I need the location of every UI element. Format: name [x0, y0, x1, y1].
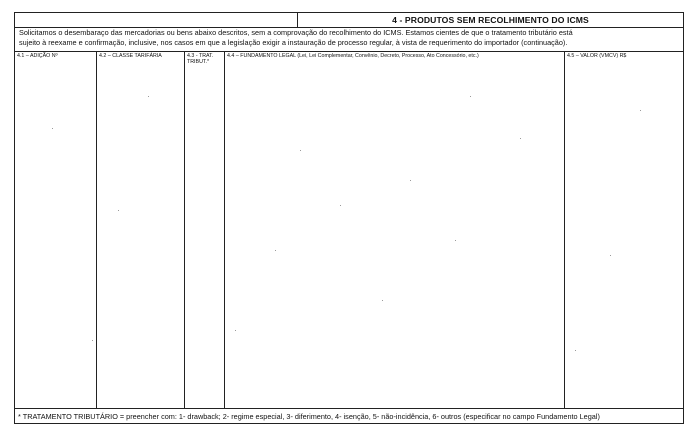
column-header-fundamento-legal: 4.4 – FUNDAMENTO LEGAL (Lei, Lei Complementar, Convênio, Decreto, Processo, Ato Concessório, etc.) — [227, 53, 479, 59]
section-title: 4 - PRODUTOS SEM RECOLHIMENTO DO ICMS — [392, 15, 589, 25]
column-fundamento-legal[interactable] — [225, 52, 565, 408]
intro-line-1: Solicitamos o desembaraço das mercadorias ou bens abaixo descritos, sem a comprovação do recolhimento do ICMS. Estamos cientes de que o tratamento tributário está — [19, 28, 573, 37]
column-header-classe-tarifaria: 4.2 – CLASSE TARIFÁRIA — [99, 53, 162, 59]
section-title-bar — [15, 13, 683, 28]
footer-note: * TRATAMENTO TRIBUTÁRIO = preencher com: 1- drawback; 2- regime especial, 3- diferimento, 4- isenção, 5- não-incidência, 6- outros (especificar no campo Fundamento Legal) — [18, 412, 600, 421]
products-table — [15, 51, 683, 409]
column-header-trat-tribut: 4.3 - TRAT. TRIBUT.* — [187, 53, 214, 65]
column-valor[interactable] — [565, 52, 683, 408]
form-section-4 — [14, 12, 684, 424]
column-trat-tribut[interactable] — [185, 52, 225, 408]
column-adicao[interactable] — [15, 52, 97, 408]
intro-line-2: sujeito à reexame e confirmação, inclusive, nos casos em que a legislação exigir a instauração de processo regular, à vista de requerimento do importador (continuação). — [19, 37, 568, 47]
column-classe-tarifaria[interactable] — [97, 52, 185, 408]
column-header-valor: 4.5 – VALOR (VMCV) R$ — [567, 53, 627, 59]
column-header-adicao: 4.1 – ADIÇÃO Nº — [17, 53, 58, 59]
intro-paragraph — [19, 28, 679, 50]
title-blank-cell — [15, 13, 298, 27]
